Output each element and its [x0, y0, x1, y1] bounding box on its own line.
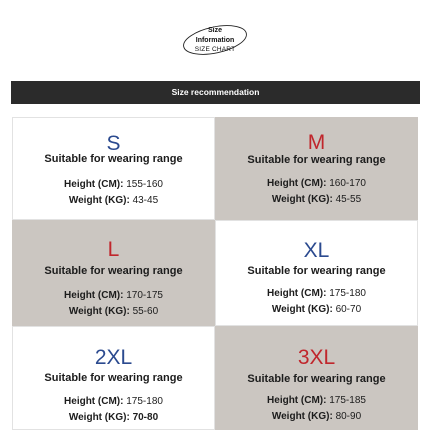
- weight-value: 70-80: [132, 412, 159, 423]
- weight-row: [13, 196, 214, 206]
- height-value: 175-185: [329, 395, 366, 406]
- weight-value: 45-55: [335, 194, 362, 205]
- height-label: Height (CM):: [64, 179, 124, 190]
- size-letter: 2XL: [94, 346, 133, 369]
- height-row: [13, 397, 214, 407]
- logo-line-size-chart: SIZE CHART: [194, 46, 236, 53]
- size-letter: 3XL: [297, 346, 336, 369]
- weight-label: Weight (KG):: [271, 304, 333, 315]
- weight-label: Weight (KG):: [68, 412, 130, 423]
- height-label: Height (CM):: [267, 395, 327, 406]
- height-value: 155-160: [126, 179, 163, 190]
- weight-value: 55-60: [132, 306, 159, 317]
- weight-row: [216, 305, 417, 315]
- weight-value: 43-45: [132, 195, 159, 206]
- size-card-s: [12, 117, 215, 220]
- size-letter: S: [106, 132, 121, 155]
- range-label: Suitable for wearing range: [44, 153, 183, 165]
- height-row: [215, 179, 418, 189]
- height-row: [216, 289, 417, 299]
- height-label: Height (CM):: [267, 288, 327, 299]
- size-card-xl: [215, 220, 418, 326]
- weight-row: [215, 412, 418, 422]
- logo-line-size: Size: [207, 27, 222, 34]
- size-letter: XL: [303, 239, 330, 262]
- size-letter: L: [107, 238, 120, 261]
- height-row: [215, 396, 418, 406]
- weight-row: [13, 413, 214, 423]
- weight-row: [12, 307, 215, 317]
- height-value: 160-170: [329, 178, 366, 189]
- size-grid: [12, 117, 418, 430]
- size-card-3xl: [215, 326, 418, 430]
- weight-value: 80-90: [335, 411, 362, 422]
- weight-row: [215, 195, 418, 205]
- height-label: Height (CM):: [267, 178, 327, 189]
- range-label: Suitable for wearing range: [44, 372, 183, 384]
- height-value: 175-180: [329, 288, 366, 299]
- height-label: Height (CM):: [64, 396, 124, 407]
- size-letter: M: [307, 131, 326, 154]
- range-label: Suitable for wearing range: [247, 154, 386, 166]
- weight-value: 60-70: [335, 304, 362, 315]
- size-card-m: [215, 117, 418, 220]
- range-label: Suitable for wearing range: [44, 265, 183, 277]
- logo-line-information: Information: [195, 37, 235, 44]
- size-card-l: [12, 220, 215, 326]
- range-label: Suitable for wearing range: [247, 265, 386, 277]
- size-chart-logo: [0, 18, 430, 68]
- weight-label: Weight (KG):: [271, 194, 333, 205]
- weight-label: Weight (KG):: [271, 411, 333, 422]
- height-value: 170-175: [126, 290, 163, 301]
- height-row: [13, 180, 214, 190]
- height-row: [12, 291, 215, 301]
- weight-label: Weight (KG):: [68, 195, 130, 206]
- height-label: Height (CM):: [64, 290, 124, 301]
- size-card-2xl: [12, 326, 215, 430]
- size-recommendation-banner: Size recommendation: [11, 81, 420, 104]
- height-value: 175-180: [126, 396, 163, 407]
- weight-label: Weight (KG):: [68, 306, 130, 317]
- range-label: Suitable for wearing range: [247, 373, 386, 385]
